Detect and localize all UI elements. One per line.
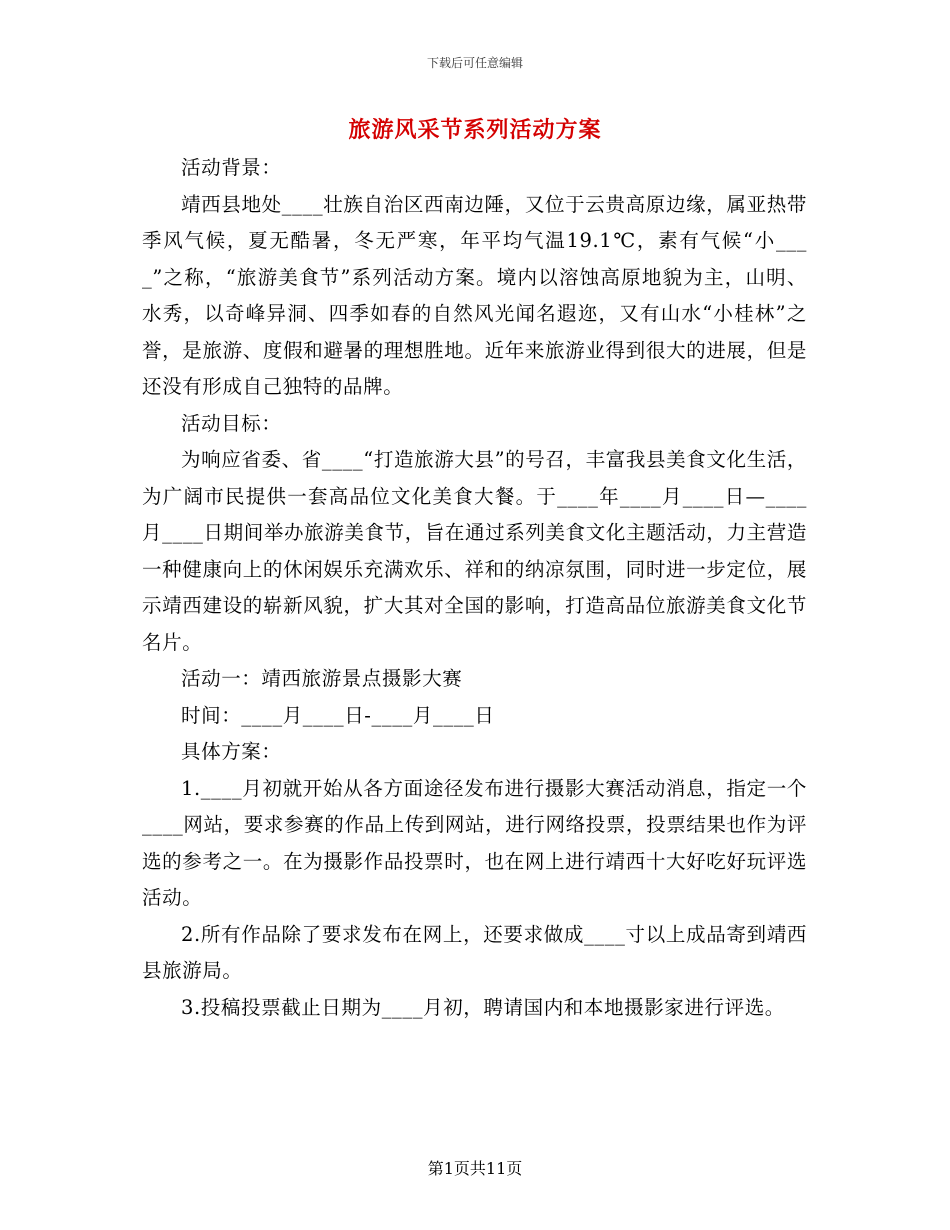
header-note: 下载后可任意编辑 (426, 56, 523, 70)
section-heading-plan: 具体方案： (181, 740, 282, 763)
section-heading-goal: 活动目标： (181, 411, 282, 435)
plan-item-2: 2.所有作品除了要求发布在网上，还要求做成____寸以上成品寄到靖西县旅游局。 (142, 922, 807, 982)
page-footer: 第1页共11页 (427, 1159, 523, 1178)
section-heading-activity-one: 活动一：靖西旅游景点摄影大赛 (181, 667, 463, 690)
plan-item-3: 3.投稿投票截止日期为____月初，聘请国内和本地摄影家进行评选。 (181, 995, 785, 1019)
document-title: 旅游风采节系列活动方案 (348, 117, 602, 143)
section-heading-background: 活动背景： (181, 156, 282, 179)
activity-time: 时间：____月____日-____月____日 (181, 703, 495, 727)
document-body (142, 150, 807, 1026)
paragraph-goal: 为响应省委、省____“打造旅游大县”的号召，丰富我县美食文化生活，为广阔市民提供一套高品位文化美食大餐。于____年____月____日—____月____日期间举办旅游美食节，旨在通过系列美食文化主题活动，力主营造一种健康向上的休闲娱乐充满欢乐、祥和的纳凉氛围，同时进一步定位，展示靖西建设的崭新风貌，扩大其对全国的影响，打造高品位旅游美食文化节名片。 (142, 448, 808, 654)
paragraph-background: 靖西县地处____壮族自治区西南边陲，又位于云贵高原边缘，属亚热带季风气候，夏无酷暑，冬无严寒，年平均气温19.1℃，素有气候“小____”之称，“旅游美食节”系列活动方案。境内以溶蚀高原地貌为主，山明、水秀，以奇峰异洞、四季如春的自然风光闻名遐迩，又有山水“小桂林”之誉，是旅游、度假和避暑的理想胜地。近年来旅游业得到很大的进展，但是还没有形成自己独特的品牌。 (142, 192, 807, 398)
plan-item-1: 1.____月初就开始从各方面途径发布进行摄影大赛活动消息，指定一个____网站，要求参赛的作品上传到网站，进行网络投票，投票结果也作为评选的参考之一。在为摄影作品投票时，也在网上进行靖西十大好吃好玩评选活动。 (142, 776, 807, 909)
